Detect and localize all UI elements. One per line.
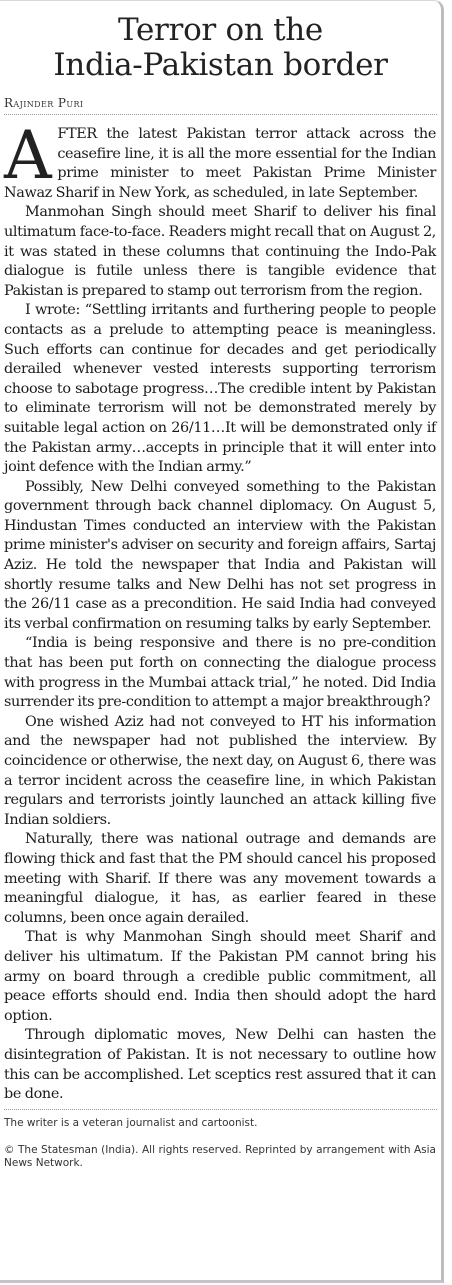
paragraph-6: One wished Aziz had not conveyed to HT his information and the newspaper had not published the interview. By coincidence or otherwise, the next day, on August 6, there was a terror incident across the ceasefire line, in which Pakistan regulars and terrorists jointly launched an attack killing five Indian soldiers. [4, 713, 436, 828]
paragraph-7: Naturally, there was national outrage and demands are flowing thick and fast that the PM should cancel his proposed meeting with Sharif. If there was any movement towards a meaningful dialogue, it has, as earlier feared in these columns, been once again derailed. [4, 831, 436, 926]
paragraph-5: “India is being responsive and there is no pre-condition that has been put forth on connecting the dialogue process with progress in the Mumbai attack trial,” he noted. Did India surrender its pre-condition to attempt a major breakthrough? [4, 635, 436, 711]
copyright-notice: © The Statesman (India). All rights reserved. Reprinted by arrangement with Asia News Network. [4, 1143, 436, 1169]
byline: Rajinder Puri [4, 96, 84, 110]
paragraph-1-text: FTER the latest Pakistan terror attack across the ceasefire line, it is all the more essential for the Indian prime minister to meet Pakistan Prime Minister Nawaz Sharif in New York, as scheduled, in late September. [4, 126, 436, 201]
paragraph-1 [4, 117, 436, 203]
paragraph-2: Manmohan Singh should meet Sharif to deliver his final ultimatum face-to-face. Readers might recall that on August 2, it was stated in these columns that continuing the Indo-Pak dialogue is futile unless there is tangible evidence that Pakistan is prepared to stamp out terrorism from the region. [4, 204, 436, 299]
author-note: The writer is a veteran journalist and cartoonist. [4, 1116, 258, 1129]
footer-divider [4, 1109, 437, 1110]
headline-line-2: India-Pakistan border [53, 47, 388, 83]
headline [0, 13, 441, 83]
byline-divider [4, 114, 437, 115]
paragraph-4: Possibly, New Delhi conveyed something to the Pakistan government through back channel diplomacy. On August 5, Hindustan Times conducted an interview with the Pakistan prime minister's adviser on security and foreign affairs, Sartaj Aziz. He told the newspaper that India and Pakistan will shortly resume talks and New Delhi has not set progress in the 26/11 case as a precondition. He said India had conveyed its verbal confirmation on resuming talks by early September. [4, 478, 436, 632]
paragraph-9: Through diplomatic moves, New Delhi can hasten the disintegration of Pakistan. It is not necessary to outline how this can be accomplished. Let sceptics rest assured that it can be done. [4, 1027, 436, 1103]
article-body [4, 117, 436, 1105]
headline-line-1: Terror on the [118, 12, 323, 48]
drop-cap: A [4, 117, 52, 194]
paragraph-3: I wrote: “Settling irritants and furthering people to people contacts as a prelude to attempting peace is meaningless. Such efforts can continue for decades and get periodically derailed whenever vested interests supporting terrorism choose to sabotage progress…The credible intent by Pakistan to eliminate terrorism will not be demonstrated merely by suitable legal action on 26/11…It will be demonstrated only if the Pakistan army…accepts in principle that it will enter into joint defence with the Indian army.” [4, 302, 436, 476]
paragraph-8: That is why Manmohan Singh should meet Sharif and deliver his ultimatum. If the Pakistan PM cannot bring his army on board through a credible public commitment, all peace efforts should end. India then should adopt the hard option. [4, 929, 436, 1024]
